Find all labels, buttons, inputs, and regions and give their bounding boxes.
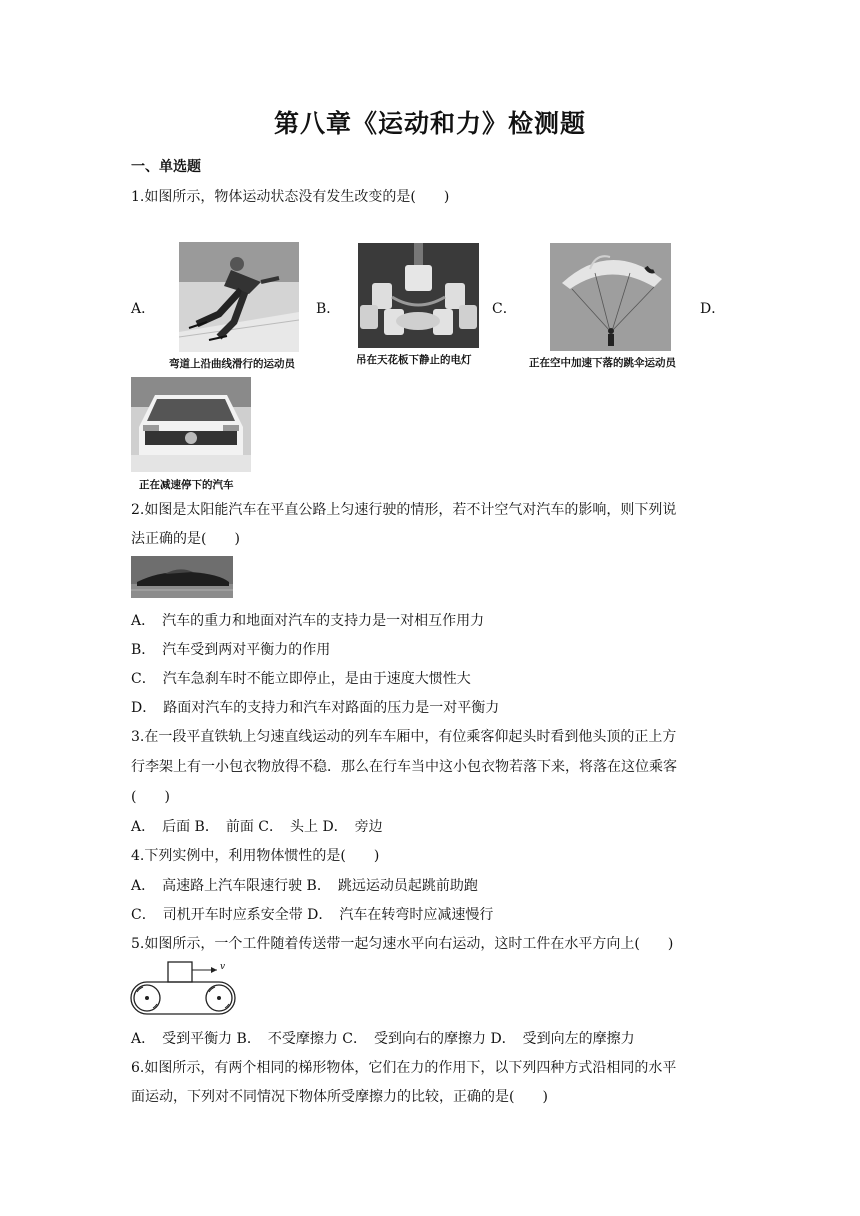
q2-stem-line1: 2.如图是太阳能汽车在平直公路上匀速行驶的情形，若不计空气对汽车的影响，则下列说	[131, 502, 677, 518]
velocity-label: v	[220, 962, 226, 972]
q2-option-c: C． 汽车急刹车时不能立即停止，是由于速度大惯性大	[131, 671, 471, 687]
q6-stem-line2: 面运动，下列对不同情况下物体所受摩擦力的比较，正确的是( )	[131, 1089, 548, 1105]
skater-photo	[179, 242, 299, 352]
q1-label-b: B．	[316, 301, 341, 317]
q1-caption-b: 吊在天花板下静止的电灯	[356, 354, 472, 366]
page-title: 第八章《运动和力》检测题	[273, 109, 586, 138]
car-photo	[131, 377, 251, 472]
q3-stem-line3: ( )	[131, 789, 170, 805]
q1-caption-d: 正在减速停下的汽车	[139, 479, 234, 491]
q6-stem-line1: 6.如图所示，有两个相同的梯形物体，它们在力的作用下，以下列四种方式沿相同的水平	[131, 1060, 677, 1076]
section-heading: 一、单选题	[131, 159, 201, 175]
q4-options-line2: C． 司机开车时应系安全带 D． 汽车在转弯时应减速慢行	[131, 907, 494, 923]
q2-option-a: A． 汽车的重力和地面对汽车的支持力是一对相互作用力	[131, 613, 485, 629]
q1-stem: 1.如图所示，物体运动状态没有发生改变的是( )	[131, 189, 450, 205]
q1-label-c: C．	[492, 301, 517, 317]
q3-stem-line1: 3.在一段平直铁轨上匀速直线运动的列车车厢中，有位乘客仰起头时看到他头顶的正上方	[131, 729, 677, 745]
q2-option-b: B． 汽车受到两对平衡力的作用	[131, 642, 331, 658]
q4-options-line1: A． 高速路上汽车限速行驶 B． 跳远运动员起跳前助跑	[131, 878, 478, 894]
q2-option-d: D． 路面对汽车的支持力和汽车对路面的压力是一对平衡力	[131, 700, 500, 716]
q1-label-d: D．	[700, 301, 726, 317]
q3-options: A． 后面 B． 前面 C． 头上 D． 旁边	[131, 819, 383, 835]
q1-label-a: A．	[131, 301, 156, 317]
q5-options: A． 受到平衡力 B． 不受摩擦力 C． 受到向右的摩擦力 D． 受到向左的摩擦力	[131, 1031, 635, 1047]
q3-stem-line2: 行李架上有一小包衣物放得不稳．那么在行车当中这小包衣物若落下来，将落在这位乘客	[131, 759, 677, 775]
q1-caption-a: 弯道上沿曲线滑行的运动员	[169, 358, 295, 370]
chandelier-photo	[358, 243, 479, 348]
q4-stem: 4.下列实例中，利用物体惯性的是( )	[131, 848, 380, 864]
solar-car-photo	[131, 556, 233, 598]
q1-caption-c: 正在空中加速下落的跳伞运动员	[529, 357, 676, 369]
parachute-photo	[550, 243, 671, 351]
q5-stem: 5.如图所示，一个工件随着传送带一起匀速水平向右运动，这时工件在水平方向上( )	[131, 936, 674, 952]
q2-stem-line2: 法正确的是( )	[131, 531, 240, 547]
